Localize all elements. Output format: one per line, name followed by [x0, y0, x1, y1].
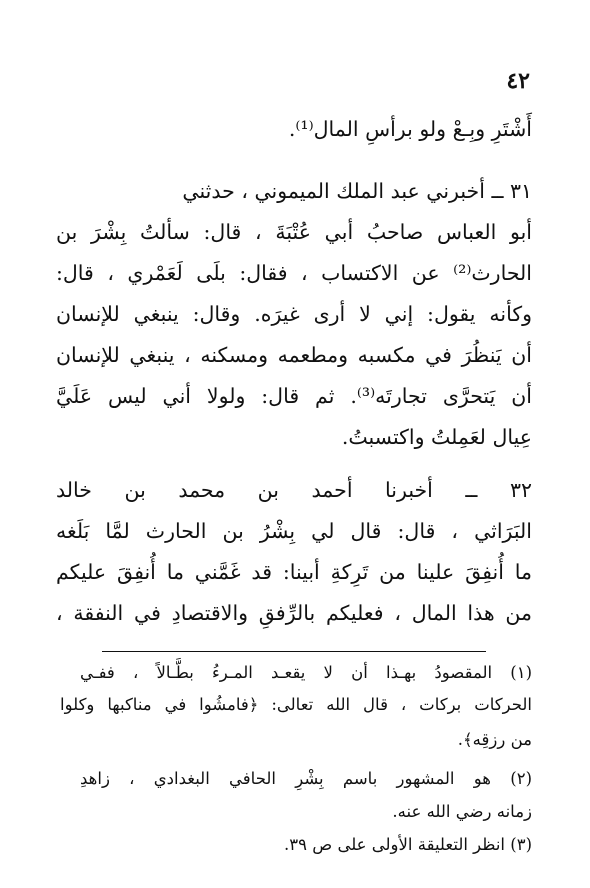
page-number: ٤٢: [506, 68, 530, 94]
paragraph-32-heading: ٣٢ ــ أخبرنا أحمد بن محمد بن خالد: [56, 478, 532, 502]
body-line: أن يَنظُرَ في مكسبه ومطعمه ومسكنه ، ينبغي للإنسان: [56, 343, 532, 367]
paragraph-31-heading: ٣١ ــ أخبرني عبد الملك الميموني ، حدثني: [182, 179, 532, 203]
body-line: أبو العباس صاحبُ أبي عُتْبَةَ ، قال: سألتُ بِشْرَ بن: [56, 220, 532, 244]
footnote-separator: [102, 651, 486, 652]
body-line: أَشْتَرِ وبِـعْ ولو برأسِ المال⁽¹⁾.: [288, 117, 532, 141]
footnote-line: الحركات بركات ، قال الله تعالى: ﴿فامشُوا في مناكبها وكلوا: [60, 695, 532, 714]
footnote-line: (١) المقصودُ بهـذا أن لا يقعـد المـرءُ بطَّـالاً ، ففـي: [80, 663, 532, 682]
body-line: الحارث⁽²⁾ عن الاكتساب ، فقال: بلَى لَعَمْري ، قال:: [56, 261, 532, 285]
body-line: عِيال لعَمِلتُ واكتسبتُ.: [341, 425, 532, 449]
footnote-line: (٣) انظر التعليقة الأولى على ص ٣٩.: [284, 835, 532, 854]
body-line: البَرَاثي ، قال: قال لي بِشْرُ بن الحارث لمَّا بَلَغه: [56, 519, 532, 543]
body-line: أن يَتحرَّى تجارتَه⁽³⁾. ثم قال: ولولا أني ليس عَلَيَّ: [56, 384, 532, 408]
footnote-line: زمانه رضي الله عنه.: [392, 802, 532, 821]
footnote-line: من رزقِه﴾.: [457, 730, 532, 749]
body-line: من هذا المال ، فعليكم بالرِّفقِ والاقتصادِ في النفقة ،: [56, 601, 532, 625]
footnote-line: (٢) هو المشهور باسم بِشْرِ الحافي البغدادي ، زاهدِ: [80, 769, 532, 788]
body-line: ما أُنفِقَ علينا من تَرِكةِ أبينا: قد غَمَّني ما أُنفِقَ عليكم: [56, 560, 532, 584]
body-line: وكأنه يقول: إني لا أرى غيرَه. وقال: ينبغي للإنسان: [56, 302, 532, 326]
